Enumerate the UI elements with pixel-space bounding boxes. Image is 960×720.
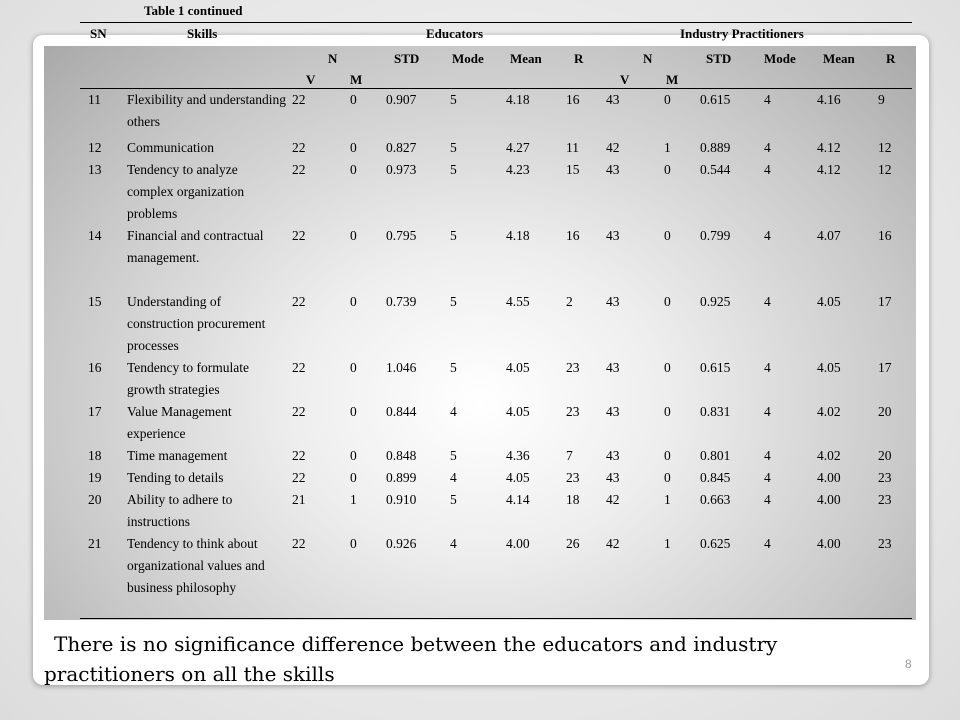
header-sn: SN — [90, 26, 107, 41]
industry-v-header: V — [620, 72, 630, 87]
industry-mode: 4 — [764, 92, 771, 107]
industry-r: 17 — [878, 360, 892, 375]
industry-v: 43 — [606, 470, 620, 485]
educators-mean: 4.55 — [506, 294, 530, 309]
educators-r: 7 — [566, 448, 573, 463]
row-skill: Tendency to think about organizational values and business philosophy — [127, 536, 265, 595]
row-sn: 16 — [88, 360, 102, 375]
industry-mode: 4 — [764, 228, 771, 243]
educators-mode: 5 — [450, 162, 457, 177]
industry-v: 42 — [606, 536, 620, 551]
industry-v: 43 — [606, 294, 620, 309]
educators-r: 16 — [566, 92, 580, 107]
educators-mode: 4 — [450, 404, 457, 419]
conclusion-text: There is no significance difference between the educators and industry practitioners on all the skills — [44, 632, 778, 686]
industry-m: 0 — [664, 92, 671, 107]
row-skill: Value Management experience — [127, 404, 232, 441]
industry-mean: 4.00 — [817, 492, 841, 507]
educators-std: 0.795 — [386, 228, 417, 243]
row-skill: Financial and contractual management. — [127, 228, 264, 265]
educators-mode: 5 — [450, 360, 457, 375]
industry-mean: 4.00 — [817, 536, 841, 551]
industry-m-header: M — [666, 72, 679, 87]
row-skill: Ability to adhere to instructions — [127, 492, 233, 529]
educators-v: 22 — [292, 228, 306, 243]
industry-n-header: N — [643, 51, 653, 66]
educators-mode-header: Mode — [452, 51, 484, 66]
educators-mode: 5 — [450, 92, 457, 107]
row-sn: 18 — [88, 448, 102, 463]
educators-v: 22 — [292, 470, 306, 485]
bottom-rule — [80, 618, 912, 619]
industry-mean: 4.02 — [817, 448, 841, 463]
educators-m: 0 — [350, 470, 357, 485]
industry-m: 0 — [664, 470, 671, 485]
row-skill: Flexibility and understanding others — [127, 92, 286, 129]
industry-std: 0.801 — [700, 448, 731, 463]
educators-std-header: STD — [394, 51, 420, 66]
row-skill: Communication — [127, 140, 214, 155]
industry-v: 43 — [606, 404, 620, 419]
industry-m: 0 — [664, 162, 671, 177]
industry-mean: 4.05 — [817, 294, 841, 309]
industry-mean: 4.05 — [817, 360, 841, 375]
educators-v: 22 — [292, 404, 306, 419]
educators-v: 22 — [292, 92, 306, 107]
industry-std: 0.625 — [700, 536, 731, 551]
educators-std: 0.899 — [386, 470, 417, 485]
industry-r: 20 — [878, 448, 892, 463]
educators-r: 15 — [566, 162, 580, 177]
page-number: 8 — [905, 657, 912, 671]
educators-mode: 5 — [450, 140, 457, 155]
row-sn: 15 — [88, 294, 102, 309]
industry-v: 43 — [606, 448, 620, 463]
row-sn: 21 — [88, 536, 102, 551]
educators-r: 26 — [566, 536, 580, 551]
row-sn: 20 — [88, 492, 102, 507]
educators-r: 16 — [566, 228, 580, 243]
educators-m: 0 — [350, 228, 357, 243]
educators-mode: 5 — [450, 492, 457, 507]
industry-m: 0 — [664, 228, 671, 243]
educators-mean: 4.27 — [506, 140, 530, 155]
industry-r-header: R — [886, 51, 896, 66]
industry-r: 16 — [878, 228, 892, 243]
educators-m: 0 — [350, 140, 357, 155]
industry-r: 23 — [878, 492, 892, 507]
row-skill: Tendency to formulate growth strategies — [127, 360, 250, 397]
row-skill: Understanding of construction procurement processes — [127, 294, 266, 353]
educators-mean: 4.05 — [506, 404, 530, 419]
industry-m: 0 — [664, 294, 671, 309]
educators-m: 0 — [350, 448, 357, 463]
industry-v: 43 — [606, 162, 620, 177]
educators-r: 23 — [566, 404, 580, 419]
educators-v: 22 — [292, 162, 306, 177]
educators-r: 18 — [566, 492, 580, 507]
industry-mode: 4 — [764, 448, 771, 463]
industry-r: 17 — [878, 294, 892, 309]
industry-mode: 4 — [764, 536, 771, 551]
header-industry: Industry Practitioners — [680, 26, 804, 41]
industry-std: 0.845 — [700, 470, 731, 485]
educators-std: 0.844 — [386, 404, 417, 419]
industry-r: 23 — [878, 536, 892, 551]
educators-m: 0 — [350, 92, 357, 107]
industry-std: 0.889 — [700, 140, 731, 155]
educators-v-header: V — [306, 72, 316, 87]
industry-r: 9 — [878, 92, 885, 107]
industry-std: 0.663 — [700, 492, 731, 507]
industry-mean: 4.12 — [817, 140, 841, 155]
educators-mode: 4 — [450, 470, 457, 485]
row-sn: 13 — [88, 162, 102, 177]
industry-std: 0.615 — [700, 360, 731, 375]
industry-m: 0 — [664, 360, 671, 375]
educators-mean: 4.23 — [506, 162, 530, 177]
industry-v: 43 — [606, 92, 620, 107]
educators-mean-header: Mean — [510, 51, 542, 66]
educators-m: 0 — [350, 404, 357, 419]
industry-mode: 4 — [764, 360, 771, 375]
industry-v: 43 — [606, 228, 620, 243]
industry-mode: 4 — [764, 162, 771, 177]
industry-mode: 4 — [764, 404, 771, 419]
educators-m: 0 — [350, 536, 357, 551]
educators-v: 22 — [292, 360, 306, 375]
row-skill: Tending to details — [127, 470, 224, 485]
industry-std: 0.544 — [700, 162, 731, 177]
industry-mean: 4.00 — [817, 470, 841, 485]
industry-v: 43 — [606, 360, 620, 375]
row-sn: 12 — [88, 140, 102, 155]
educators-r: 2 — [566, 294, 573, 309]
educators-std: 0.848 — [386, 448, 417, 463]
educators-v: 21 — [292, 492, 306, 507]
educators-v: 22 — [292, 140, 306, 155]
educators-mean: 4.36 — [506, 448, 530, 463]
row-sn: 19 — [88, 470, 102, 485]
industry-m: 1 — [664, 492, 671, 507]
row-sn: 11 — [88, 92, 101, 107]
educators-mode: 4 — [450, 536, 457, 551]
educators-m: 1 — [350, 492, 357, 507]
row-skill: Tendency to analyze complex organization problems — [127, 162, 245, 221]
header-educators: Educators — [426, 26, 484, 41]
industry-std: 0.615 — [700, 92, 731, 107]
educators-std: 0.827 — [386, 140, 417, 155]
industry-std-header: STD — [706, 51, 732, 66]
educators-v: 22 — [292, 294, 306, 309]
educators-m: 0 — [350, 162, 357, 177]
industry-mean: 4.16 — [817, 92, 841, 107]
educators-std: 0.926 — [386, 536, 417, 551]
industry-r: 12 — [878, 140, 892, 155]
industry-mode: 4 — [764, 470, 771, 485]
educators-std: 0.907 — [386, 92, 417, 107]
educators-v: 22 — [292, 448, 306, 463]
industry-std: 0.925 — [700, 294, 731, 309]
industry-std: 0.831 — [700, 404, 731, 419]
industry-mode: 4 — [764, 294, 771, 309]
industry-mean: 4.02 — [817, 404, 841, 419]
industry-m: 1 — [664, 140, 671, 155]
industry-r: 12 — [878, 162, 892, 177]
educators-mean: 4.18 — [506, 228, 530, 243]
industry-r: 23 — [878, 470, 892, 485]
industry-mean-header: Mean — [823, 51, 855, 66]
educators-r-header: R — [574, 51, 584, 66]
industry-v: 42 — [606, 140, 620, 155]
educators-std: 0.910 — [386, 492, 417, 507]
header-skills: Skills — [187, 26, 218, 41]
educators-std: 0.739 — [386, 294, 417, 309]
row-skill: Time management — [127, 448, 228, 463]
educators-std: 0.973 — [386, 162, 417, 177]
educators-v: 22 — [292, 536, 306, 551]
educators-mode: 5 — [450, 448, 457, 463]
educators-mode: 5 — [450, 294, 457, 309]
industry-mode: 4 — [764, 492, 771, 507]
educators-mean: 4.05 — [506, 360, 530, 375]
industry-r: 20 — [878, 404, 892, 419]
educators-r: 23 — [566, 360, 580, 375]
industry-mode: 4 — [764, 140, 771, 155]
industry-mean: 4.07 — [817, 228, 841, 243]
educators-mean: 4.05 — [506, 470, 530, 485]
table-caption: Table 1 continued — [144, 3, 243, 18]
industry-m: 0 — [664, 404, 671, 419]
educators-mean: 4.14 — [506, 492, 530, 507]
top-rule — [80, 22, 912, 23]
industry-v: 42 — [606, 492, 620, 507]
industry-mode-header: Mode — [764, 51, 796, 66]
educators-std: 1.046 — [386, 360, 417, 375]
educators-r: 23 — [566, 470, 580, 485]
educators-m: 0 — [350, 294, 357, 309]
educators-mean: 4.18 — [506, 92, 530, 107]
educators-mode: 5 — [450, 228, 457, 243]
educators-mean: 4.00 — [506, 536, 530, 551]
industry-m: 0 — [664, 448, 671, 463]
educators-m: 0 — [350, 360, 357, 375]
industry-std: 0.799 — [700, 228, 731, 243]
industry-mean: 4.12 — [817, 162, 841, 177]
educators-m-header: M — [350, 72, 363, 87]
row-sn: 17 — [88, 404, 102, 419]
row-sn: 14 — [88, 228, 102, 243]
educators-n-header: N — [328, 51, 338, 66]
industry-m: 1 — [664, 536, 671, 551]
educators-r: 11 — [566, 140, 579, 155]
